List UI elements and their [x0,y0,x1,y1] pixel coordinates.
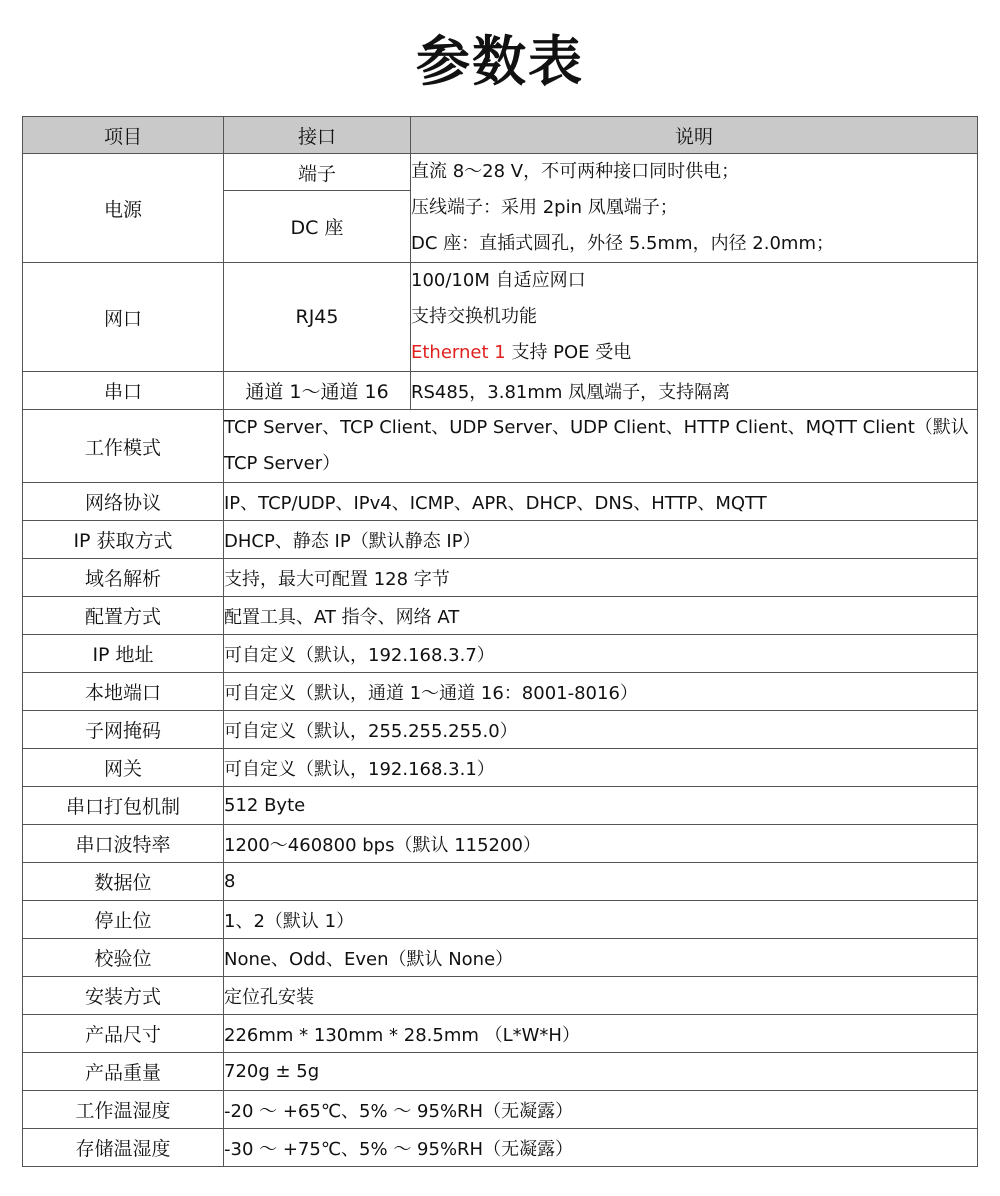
table-row [23,483,978,521]
network-description [411,263,978,372]
row-name-serial: 串口 [23,372,224,410]
poe-highlight: Ethernet 1 [411,342,506,363]
row-value: 8 [224,863,978,901]
row-value: 1、2（默认 1） [224,901,978,939]
header-item: 项目 [23,117,224,154]
table-row [23,901,978,939]
table-row [23,559,978,597]
row-name: 数据位 [23,863,224,901]
row-value: IP、TCP/UDP、IPv4、ICMP、APR、DHCP、DNS、HTTP、MQTT [224,483,978,521]
table-row-work-mode [23,410,978,483]
row-value: DHCP、静态 IP（默认静态 IP） [224,521,978,559]
work-mode-description [224,410,978,483]
row-name: 产品尺寸 [23,1015,224,1053]
spec-table [22,116,978,1167]
row-name: 工作温湿度 [23,1091,224,1129]
page-title: 参数表 [416,30,584,93]
row-name-network: 网口 [23,263,224,372]
table-row [23,673,978,711]
network-line-3 [411,335,977,371]
row-name: 串口打包机制 [23,787,224,825]
iface-dc: DC 座 [224,191,411,263]
table-row [23,1129,978,1167]
row-name: 域名解析 [23,559,224,597]
serial-description: RS485，3.81mm 凤凰端子，支持隔离 [411,372,978,410]
table-row [23,977,978,1015]
row-name: 安装方式 [23,977,224,1015]
row-value: 1200～460800 bps（默认 115200） [224,825,978,863]
table-row [23,749,978,787]
table-header-row [23,117,978,154]
power-line-3: DC 座：直插式圆孔，外径 5.5mm，内径 2.0mm； [411,233,834,254]
iface-channels: 通道 1～通道 16 [224,372,411,410]
row-name: 子网掩码 [23,711,224,749]
header-interface: 接口 [224,117,411,154]
row-name: IP 获取方式 [23,521,224,559]
table-row [23,635,978,673]
row-value: 定位孔安装 [224,977,978,1015]
row-name: 停止位 [23,901,224,939]
table-row [23,711,978,749]
row-name: 配置方式 [23,597,224,635]
row-value: 可自定义（默认，255.255.255.0） [224,711,978,749]
row-name-power: 电源 [23,154,224,263]
poe-rest: 支持 POE 受电 [505,342,632,363]
table-row [23,1053,978,1091]
work-mode-line-1: TCP Server、TCP Client、UDP Server、UDP Client、HTTP Client、MQTT Client（默认 [224,417,969,438]
row-name: IP 地址 [23,635,224,673]
row-value: 226mm * 130mm * 28.5mm （L*W*H） [224,1015,978,1053]
network-line-2: 支持交换机功能 [411,306,537,327]
table-row [23,863,978,901]
row-value: 配置工具、AT 指令、网络 AT [224,597,978,635]
row-name: 本地端口 [23,673,224,711]
table-row [23,787,978,825]
power-description [411,154,978,263]
table-row [23,1015,978,1053]
row-value: 可自定义（默认，通道 1～通道 16：8001-8016） [224,673,978,711]
row-value: -20 ～ +65℃、5% ～ 95%RH（无凝露） [224,1091,978,1129]
table-row-network [23,263,978,372]
row-name: 存储温湿度 [23,1129,224,1167]
row-name-work-mode: 工作模式 [23,410,224,483]
iface-terminal: 端子 [224,154,411,191]
row-value: 可自定义（默认，192.168.3.7） [224,635,978,673]
header-description: 说明 [411,117,978,154]
iface-rj45: RJ45 [224,263,411,372]
row-value: 512 Byte [224,787,978,825]
row-name: 串口波特率 [23,825,224,863]
work-mode-line-2: TCP Server） [224,453,341,474]
row-name: 网络协议 [23,483,224,521]
table-row [23,1091,978,1129]
row-value: 支持，最大可配置 128 字节 [224,559,978,597]
power-line-2: 压线端子：采用 2pin 凤凰端子； [411,197,678,218]
row-name: 校验位 [23,939,224,977]
table-row [23,825,978,863]
row-value: 可自定义（默认，192.168.3.1） [224,749,978,787]
network-line-1: 100/10M 自适应网口 [411,270,586,291]
table-row [23,597,978,635]
table-row-power [23,154,978,191]
table-row [23,939,978,977]
row-name: 产品重量 [23,1053,224,1091]
row-value: 720g ± 5g [224,1053,978,1091]
table-row-serial [23,372,978,410]
power-line-1: 直流 8～28 V，不可两种接口同时供电； [411,161,740,182]
row-name: 网关 [23,749,224,787]
table-row [23,521,978,559]
row-value: -30 ～ +75℃、5% ～ 95%RH（无凝露） [224,1129,978,1167]
row-value: None、Odd、Even（默认 None） [224,939,978,977]
